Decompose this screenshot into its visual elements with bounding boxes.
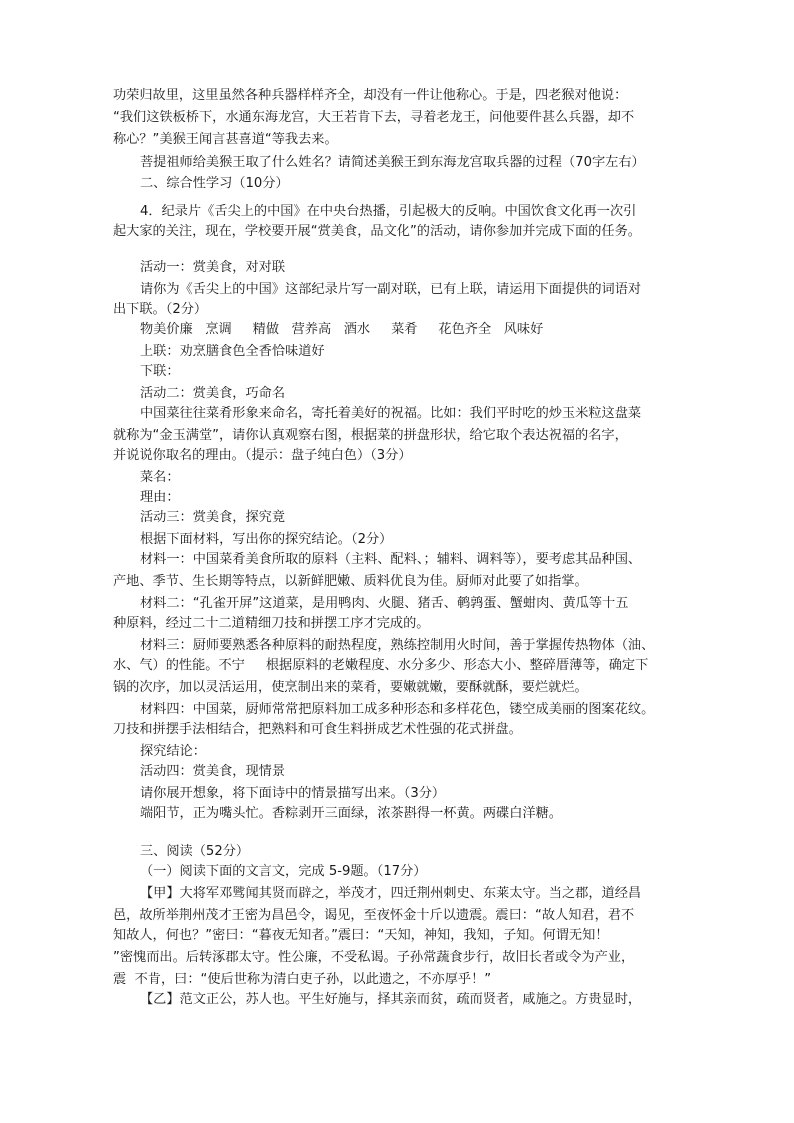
text-line: ”密愧而出。后转涿郡太守。性公廉，不受私谒。子孙常蔬食步行，故旧长者或令为产业， (113, 950, 635, 965)
text-line: 下联： (140, 364, 180, 379)
text-line: 就称为“金玉满堂”，请你认真观察右图，根据菜的拼盘形状，给它取个表达祝福的名字， (113, 428, 628, 443)
text-line: “我们这铁板桥下，水通东海龙宫，大王若肯下去，寻着老龙王，问他要件甚么兵器，却不 (113, 110, 635, 125)
text-line: 功荣归故里，这里虽然各种兵器样样齐全，却没有一件让他称心。于是，四老猴对他说： (113, 88, 628, 103)
text-line: 二、综合性学习（10分） (140, 176, 289, 191)
text-line: 【乙】范文正公，苏人也。平生好施与，择其亲而贫，疏而贤者，咸施之。方贵显时， (140, 992, 642, 1007)
text-line: 材料一：中国菜肴美食所取的原料（主料、配料、；辅料、调料等），要考虑其品种国、 (140, 552, 642, 567)
text-line: 活动四：赏美食，现情景 (140, 764, 286, 779)
text-line: 三、阅读（52分） (140, 844, 250, 859)
text-line: 产地、季节、生长期等特点，以新鲜肥嫩、质料优良为佳。厨师对此要了如指掌。 (113, 574, 588, 589)
text-line: 水、气）的性能。不宁 根据原料的老嫩程度、水分多少、形态大小、整碎厝薄等，确定下 (113, 658, 649, 673)
text-line: 请你为《舌尖上的中国》这部纪录片写一副对联，已有上联，请运用下面提供的词语对 (140, 282, 642, 297)
text-line: 菩提祖师给美猴王取了什么姓名？请简述美猴王到东海龙宫取兵器的过程（70字左右） (140, 155, 645, 170)
text-line: 4．纪录片《舌尖上的中国》在中央台热播，引起极大的反响。中国饮食文化再一次引 (140, 204, 637, 219)
text-line: 材料二：“孔雀开屏”这道菜，是用鸭肉、火腿、猪舌、鹌鹑蛋、蟹蚶肉、黄瓜等十五 (140, 596, 629, 611)
text-line: 上联：劝烹膳食色全香恰味道好 (140, 344, 325, 359)
text-line: 锅的次序，加以灵活运用，使烹制出来的菜肴，要嫩就嫩，要酥就酥，要烂就烂。 (113, 680, 588, 695)
text-line: 活动一：赏美食，对对联 (140, 260, 286, 275)
text-line: 种原料，经过二十二道精细刀技和拼摆工序才完成的。 (113, 616, 430, 631)
text-line: 刀技和拼摆手法相结合，把熟料和可食生料拼成艺术性强的花式拼盘。 (113, 722, 522, 737)
text-line: 起大家的关注，现在，学校要开展“赏美食，品文化”的活动，请你参加并完成下面的任务。 (113, 224, 641, 239)
text-line: 【甲】大将军邓骘闻其贤而辟之，举茂才，四迁荆州刺史、东莱太守。当之郡，道经昌 (140, 886, 642, 901)
text-line: 物美价廉 烹调 精做 营养高 酒水 菜肴 花色齐全 风味好 (140, 322, 544, 337)
text-line: 中国菜往往菜肴形象来命名，寄托着美好的祝福。比如：我们平时吃的炒玉米粒这盘菜 (140, 406, 642, 421)
text-line: 端阳节，正为嘴头忙。香粽剥开三面绿，浓茶斟得一杯黄。两碟白洋糖。 (140, 806, 562, 821)
text-line: 震 不肯，曰：“使后世称为清白吏子孙，以此遗之，不亦厚乎！” (113, 972, 492, 987)
text-line: 活动二：赏美食，巧命名 (140, 386, 286, 401)
text-line: 材料三：厨师要熟悉各种原料的耐热程度，熟练控制用火时间，善于掌握传热物体（油、 (140, 638, 655, 653)
text-line: 知故人，何也？”密曰：“暮夜无知者。”震曰：“天知，神知，我知，子知。何谓无知！ (113, 928, 609, 943)
text-line: 称心？”美猴王闻言甚喜道“等我去来。 (113, 132, 338, 147)
text-line: 菜名： (140, 470, 180, 485)
text-line: 请你展开想象，将下面诗中的情景描写出来。（3分） (140, 786, 446, 801)
text-line: 邑，故所举荆州茂才王密为昌邑令，谒见，至夜怀金十斤以遗震。震曰：“故人知君，君不 (113, 908, 635, 923)
text-line: 材料四：中国菜，厨师常常把原料加工成多种形态和多样花色，镂空成美丽的图案花纹。 (140, 702, 655, 717)
text-line: 理由： (140, 490, 180, 505)
text-line: 根据下面材料，写出你的探究结论。（2分） (140, 532, 393, 547)
text-line: 并说说你取名的理由。（提示：盘子纯白色）（3分） (113, 448, 412, 463)
text-line: 探究结论： (140, 744, 206, 759)
text-line: 出下联。（2分） (113, 302, 208, 317)
text-line: 活动三：赏美食，探究竟 (140, 510, 286, 525)
text-line: （一）阅读下面的文言文，完成 5-9题。（17分） (140, 864, 427, 879)
